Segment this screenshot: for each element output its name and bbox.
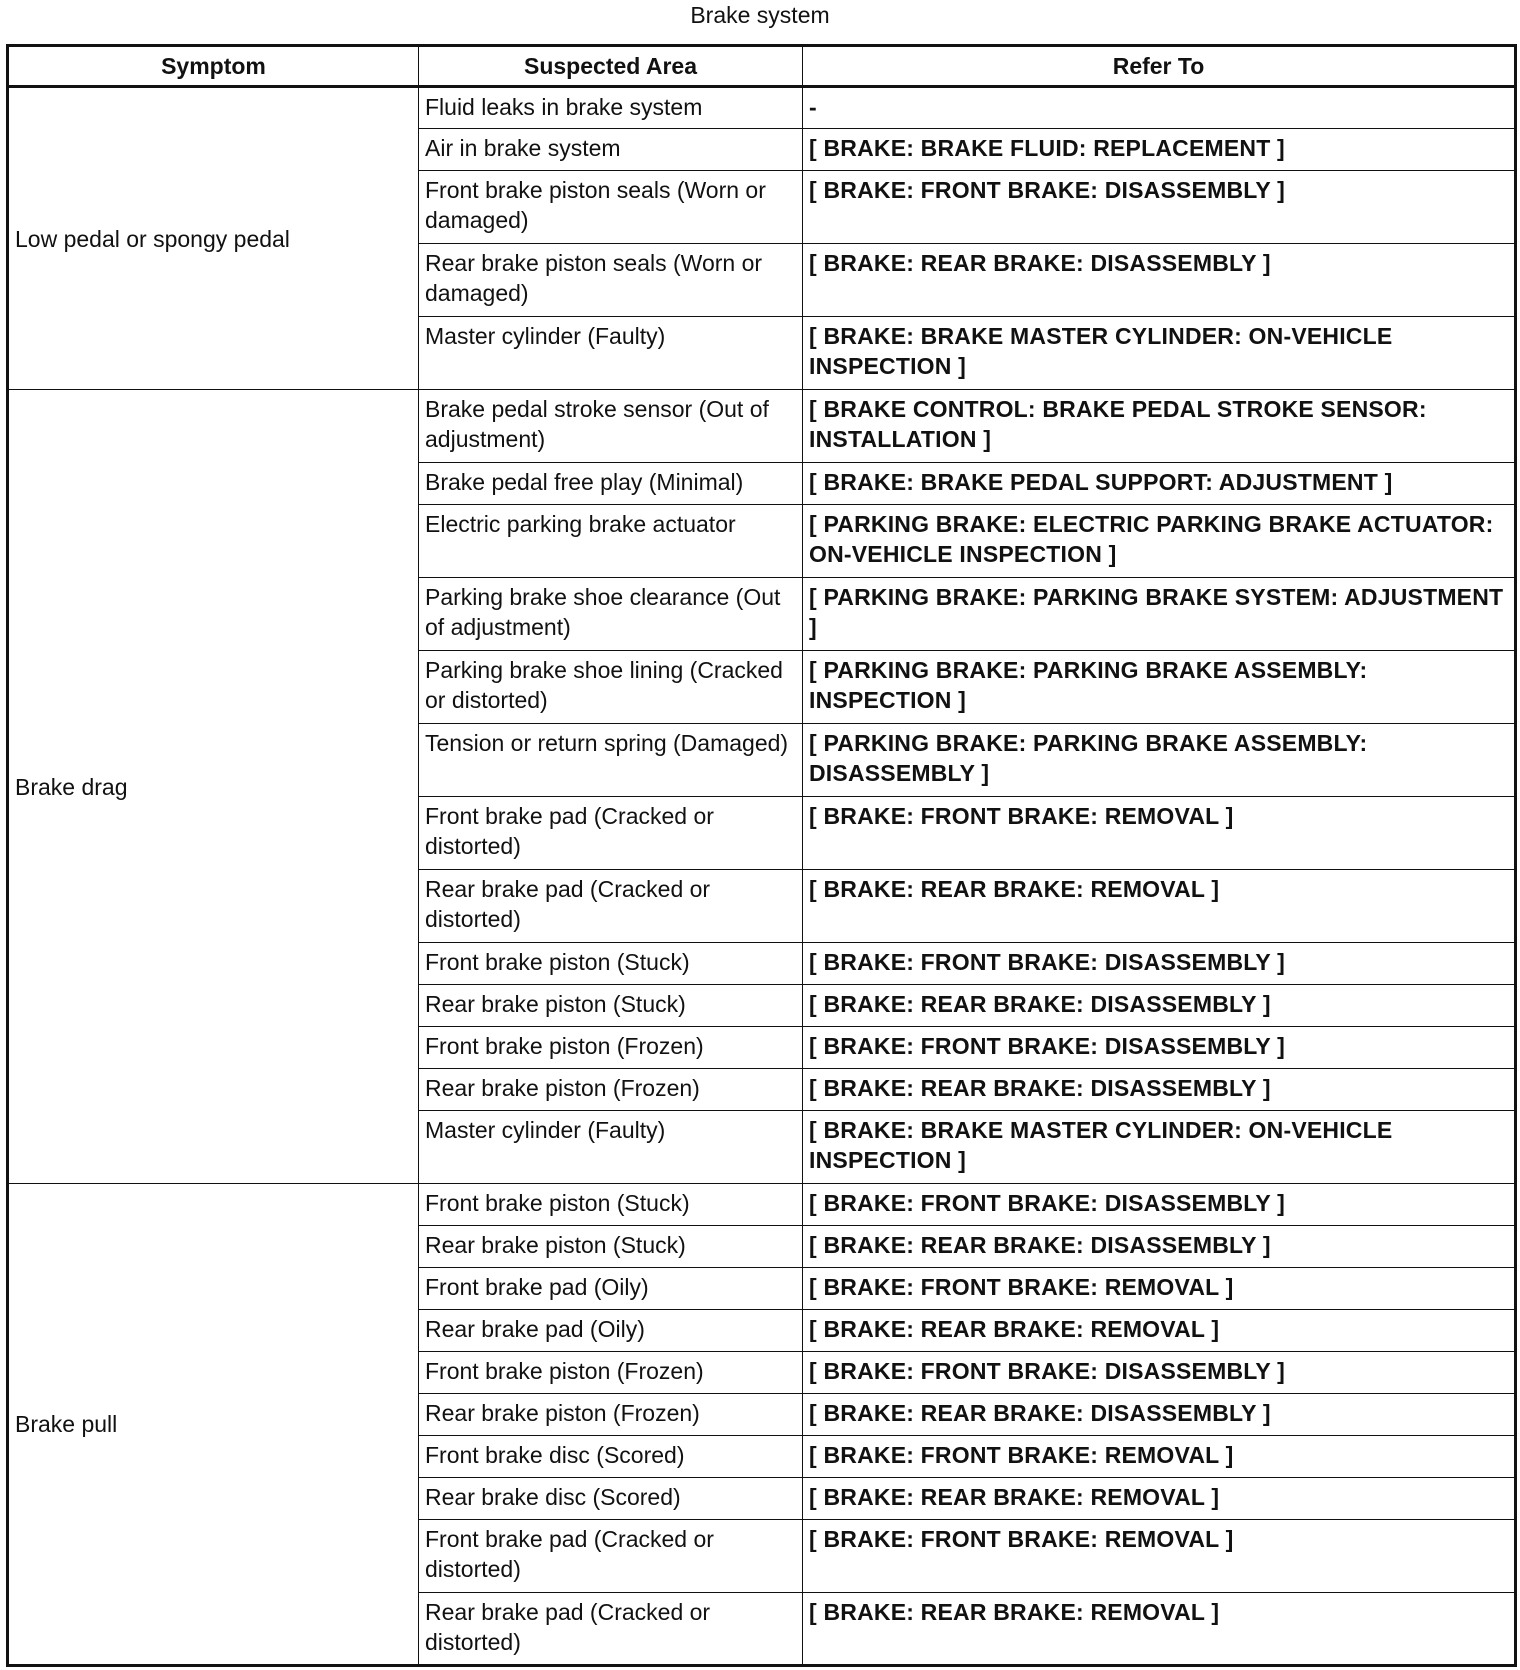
refer-to-cell: [ PARKING BRAKE: ELECTRIC PARKING BRAKE ACTUATOR: ON-VEHICLE INSPECTION ] (803, 505, 1516, 578)
suspected-area-cell: Front brake pad (Cracked or distorted) (419, 797, 803, 870)
suspected-area-cell: Rear brake disc (Scored) (419, 1478, 803, 1520)
suspected-area-cell: Front brake piston (Stuck) (419, 943, 803, 985)
table-row (8, 87, 1516, 129)
suspected-area-cell: Rear brake pad (Cracked or distorted) (419, 1593, 803, 1666)
refer-to-cell: [ BRAKE: BRAKE MASTER CYLINDER: ON-VEHICLE INSPECTION ] (803, 1111, 1516, 1184)
refer-to-cell: [ BRAKE: REAR BRAKE: REMOVAL ] (803, 1310, 1516, 1352)
troubleshooting-table (6, 44, 1517, 1667)
table-row (8, 390, 1516, 463)
refer-to-cell: [ BRAKE: REAR BRAKE: REMOVAL ] (803, 870, 1516, 943)
suspected-area-cell: Parking brake shoe clearance (Out of adjustment) (419, 578, 803, 651)
refer-to-cell: [ PARKING BRAKE: PARKING BRAKE ASSEMBLY: DISASSEMBLY ] (803, 724, 1516, 797)
suspected-area-cell: Tension or return spring (Damaged) (419, 724, 803, 797)
refer-to-cell: [ BRAKE: FRONT BRAKE: DISASSEMBLY ] (803, 1352, 1516, 1394)
refer-to-cell: [ BRAKE: FRONT BRAKE: DISASSEMBLY ] (803, 171, 1516, 244)
suspected-area-cell: Air in brake system (419, 129, 803, 171)
refer-to-cell: [ BRAKE: REAR BRAKE: DISASSEMBLY ] (803, 1394, 1516, 1436)
table-row (8, 1184, 1516, 1226)
refer-to-cell: [ PARKING BRAKE: PARKING BRAKE SYSTEM: ADJUSTMENT ] (803, 578, 1516, 651)
header-refer-to: Refer To (803, 46, 1516, 87)
suspected-area-cell: Rear brake piston (Frozen) (419, 1069, 803, 1111)
suspected-area-cell: Master cylinder (Faulty) (419, 1111, 803, 1184)
refer-to-cell: [ BRAKE: FRONT BRAKE: REMOVAL ] (803, 1436, 1516, 1478)
symptom-cell: Brake pull (8, 1184, 419, 1666)
suspected-area-cell: Rear brake piston seals (Worn or damaged) (419, 244, 803, 317)
refer-to-cell: [ BRAKE: REAR BRAKE: DISASSEMBLY ] (803, 244, 1516, 317)
table-header-row (8, 46, 1516, 87)
refer-to-cell: [ BRAKE: FRONT BRAKE: REMOVAL ] (803, 797, 1516, 870)
suspected-area-cell: Brake pedal free play (Minimal) (419, 463, 803, 505)
suspected-area-cell: Front brake pad (Oily) (419, 1268, 803, 1310)
suspected-area-cell: Front brake piston seals (Worn or damaged) (419, 171, 803, 244)
refer-to-cell: [ BRAKE: REAR BRAKE: DISASSEMBLY ] (803, 1226, 1516, 1268)
suspected-area-cell: Parking brake shoe lining (Cracked or distorted) (419, 651, 803, 724)
refer-to-cell: [ PARKING BRAKE: PARKING BRAKE ASSEMBLY: INSPECTION ] (803, 651, 1516, 724)
suspected-area-cell: Electric parking brake actuator (419, 505, 803, 578)
refer-to-cell: [ BRAKE: REAR BRAKE: DISASSEMBLY ] (803, 1069, 1516, 1111)
suspected-area-cell: Fluid leaks in brake system (419, 87, 803, 129)
suspected-area-cell: Rear brake piston (Stuck) (419, 1226, 803, 1268)
refer-to-cell: [ BRAKE CONTROL: BRAKE PEDAL STROKE SENSOR: INSTALLATION ] (803, 390, 1516, 463)
suspected-area-cell: Front brake piston (Frozen) (419, 1352, 803, 1394)
suspected-area-cell: Rear brake piston (Frozen) (419, 1394, 803, 1436)
suspected-area-cell: Master cylinder (Faulty) (419, 317, 803, 390)
document-title: Brake system (690, 2, 830, 28)
refer-to-cell: [ BRAKE: FRONT BRAKE: DISASSEMBLY ] (803, 1027, 1516, 1069)
suspected-area-cell: Rear brake pad (Oily) (419, 1310, 803, 1352)
refer-to-cell: [ BRAKE: REAR BRAKE: REMOVAL ] (803, 1478, 1516, 1520)
refer-to-cell: [ BRAKE: BRAKE PEDAL SUPPORT: ADJUSTMENT ] (803, 463, 1516, 505)
refer-to-cell: [ BRAKE: FRONT BRAKE: DISASSEMBLY ] (803, 943, 1516, 985)
suspected-area-cell: Front brake piston (Stuck) (419, 1184, 803, 1226)
header-symptom: Symptom (8, 46, 419, 87)
refer-to-cell: [ BRAKE: REAR BRAKE: DISASSEMBLY ] (803, 985, 1516, 1027)
symptom-cell: Brake drag (8, 390, 419, 1184)
refer-to-cell: [ BRAKE: FRONT BRAKE: DISASSEMBLY ] (803, 1184, 1516, 1226)
suspected-area-cell: Brake pedal stroke sensor (Out of adjustment) (419, 390, 803, 463)
refer-to-cell: [ BRAKE: BRAKE MASTER CYLINDER: ON-VEHICLE INSPECTION ] (803, 317, 1516, 390)
refer-to-cell: [ BRAKE: REAR BRAKE: REMOVAL ] (803, 1593, 1516, 1666)
header-suspected-area: Suspected Area (419, 46, 803, 87)
suspected-area-cell: Front brake disc (Scored) (419, 1436, 803, 1478)
refer-to-cell: [ BRAKE: FRONT BRAKE: REMOVAL ] (803, 1520, 1516, 1593)
suspected-area-cell: Rear brake piston (Stuck) (419, 985, 803, 1027)
suspected-area-cell: Front brake piston (Frozen) (419, 1027, 803, 1069)
suspected-area-cell: Front brake pad (Cracked or distorted) (419, 1520, 803, 1593)
refer-to-cell: [ BRAKE: BRAKE FLUID: REPLACEMENT ] (803, 129, 1516, 171)
refer-to-cell: [ BRAKE: FRONT BRAKE: REMOVAL ] (803, 1268, 1516, 1310)
suspected-area-cell: Rear brake pad (Cracked or distorted) (419, 870, 803, 943)
symptom-cell: Low pedal or spongy pedal (8, 87, 419, 390)
table-body (8, 87, 1516, 1666)
refer-to-cell: - (803, 87, 1516, 129)
